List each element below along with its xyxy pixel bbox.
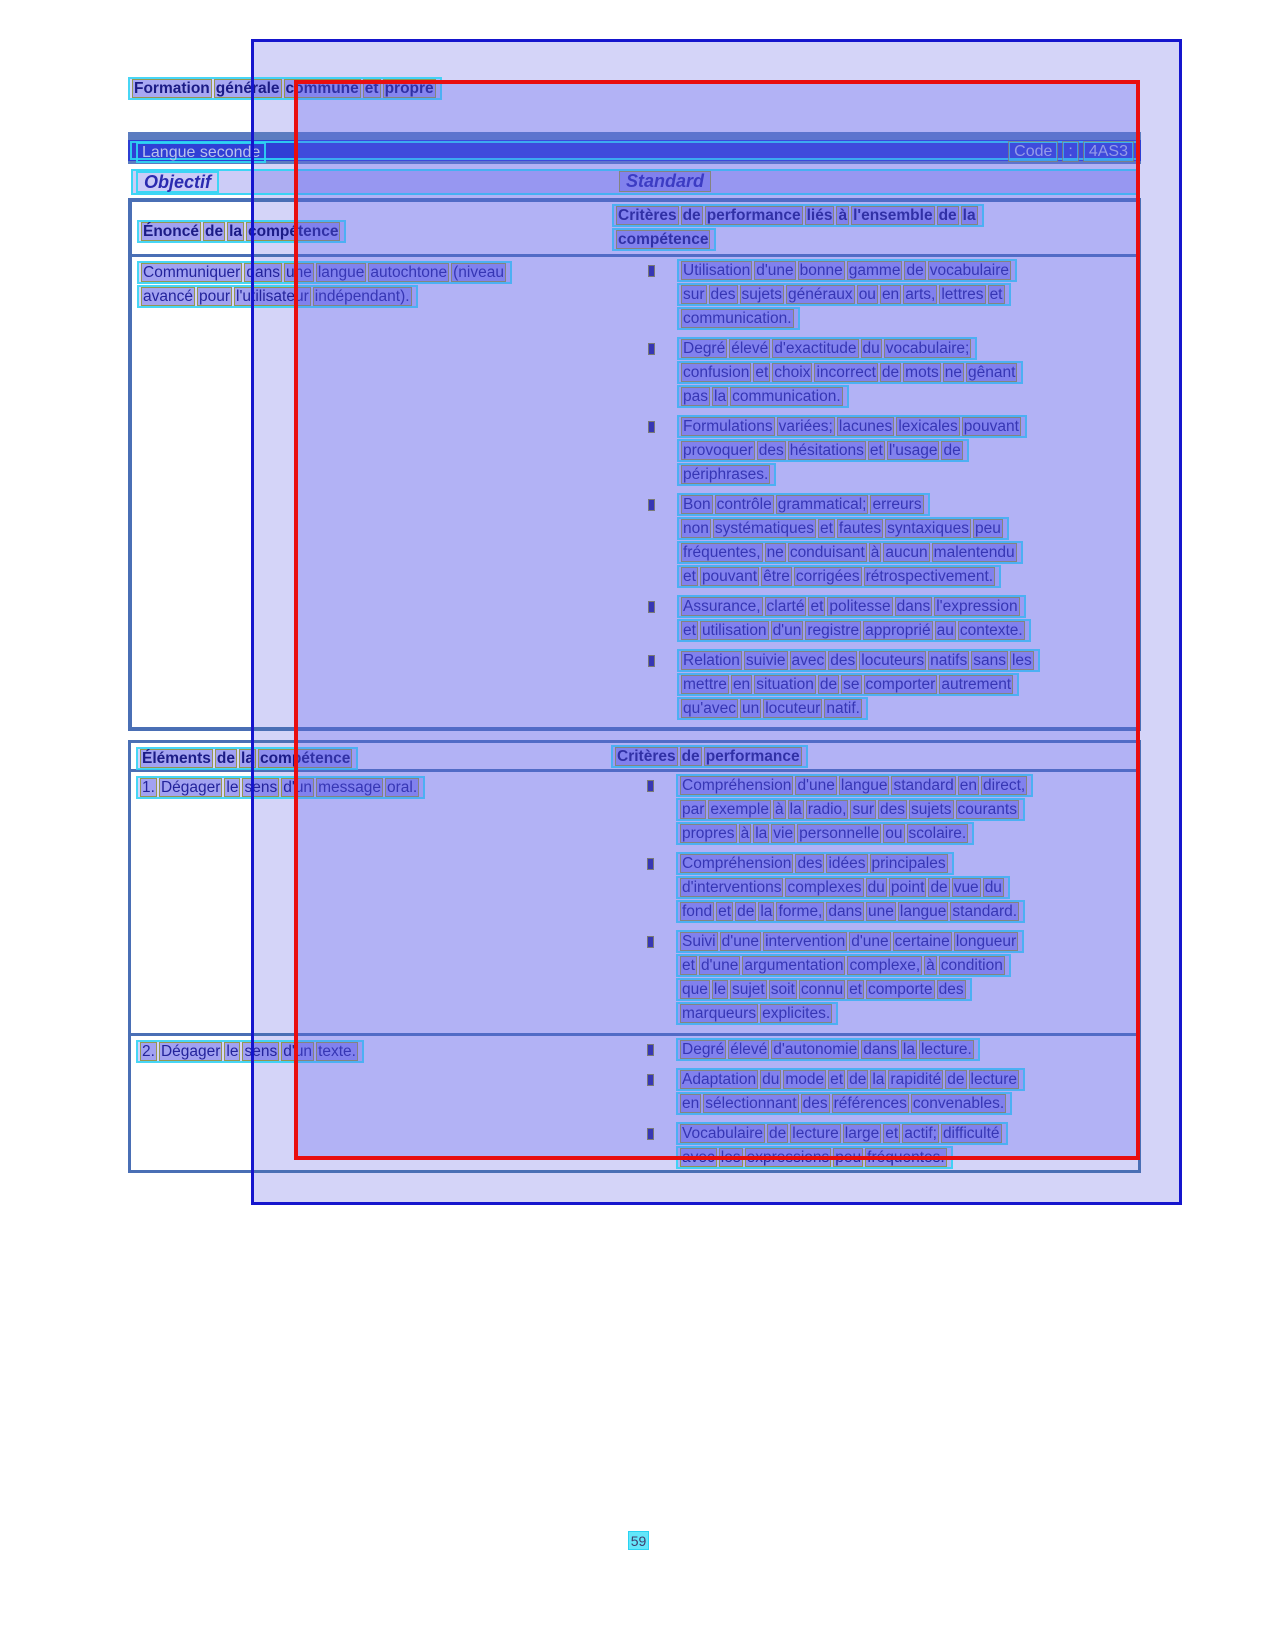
word-highlight: standard. <box>952 903 1018 920</box>
word-highlight: personnelle <box>799 825 880 842</box>
word-highlight: commune <box>285 80 359 97</box>
word-highlight: de <box>769 1125 787 1142</box>
word-highlight: d'une <box>756 262 794 279</box>
word-highlight: la <box>241 750 254 767</box>
word-highlight: actif; <box>904 1125 937 1142</box>
word-highlight: du <box>867 879 885 896</box>
word-highlight: l'ensemble <box>853 207 933 224</box>
word-highlight: Utilisation <box>683 262 751 279</box>
word-highlight: sens <box>244 779 278 796</box>
word-highlight: par <box>682 801 705 818</box>
word-highlight: peu <box>974 520 1001 537</box>
word-highlight: avec <box>682 1149 715 1166</box>
word-highlight: la <box>872 1071 885 1088</box>
word-highlight: langue <box>317 264 365 281</box>
word-highlight: des <box>830 652 856 669</box>
word-highlight: ne <box>766 544 784 561</box>
word-highlight: des <box>880 801 906 818</box>
word-highlight: hésitations <box>789 442 864 459</box>
word-highlight: et <box>683 622 696 639</box>
word-highlight: de <box>881 364 900 381</box>
word-highlight: ou <box>885 825 903 842</box>
word-highlight: lecture <box>970 1071 1018 1088</box>
word-highlight: locuteur <box>765 700 821 717</box>
word-highlight: lettres <box>941 286 984 303</box>
word-highlight: Degré <box>683 340 726 357</box>
word-highlight: certaine <box>894 933 950 950</box>
word-highlight: l'utilisateur <box>236 288 309 305</box>
word-highlight: aucun <box>885 544 928 561</box>
word-highlight: et <box>682 957 695 974</box>
page-region-border <box>251 39 1182 1205</box>
word-highlight: compétence <box>248 223 339 240</box>
page-number: 59 <box>628 1531 649 1550</box>
word-highlight: du <box>762 1071 780 1088</box>
word-highlight: vie <box>773 825 794 842</box>
word-highlight: contexte. <box>959 622 1023 639</box>
word-highlight: propres <box>682 825 735 842</box>
word-highlight: et <box>810 598 824 615</box>
word-highlight: peu <box>835 1149 862 1166</box>
word-highlight: Communiquer <box>143 264 241 281</box>
word-highlight: direct, <box>983 777 1026 794</box>
word-highlight: Compréhension <box>682 777 792 794</box>
word-highlight: Assurance, <box>683 598 761 615</box>
word-highlight: 2. <box>142 1043 155 1060</box>
word-highlight: pouvant <box>963 418 1019 435</box>
word-highlight: condition <box>940 957 1003 974</box>
word-highlight: à <box>870 544 880 561</box>
word-highlight: d'une <box>721 933 760 950</box>
word-highlight: dans <box>828 903 862 920</box>
word-highlight: avec <box>791 652 825 669</box>
word-highlight: de <box>216 750 236 767</box>
word-highlight: connu <box>800 981 844 998</box>
word-highlight: d'autonomie <box>773 1041 858 1058</box>
word-highlight: de <box>938 207 957 224</box>
word-highlight: la <box>789 801 802 818</box>
word-highlight: en <box>732 676 751 693</box>
word-highlight: intervention <box>765 933 846 950</box>
word-highlight: périphrases. <box>683 466 769 483</box>
word-highlight: Formation <box>134 80 210 97</box>
word-highlight: en <box>959 777 978 794</box>
word-highlight: syntaxiques <box>887 520 969 537</box>
word-highlight: que <box>682 981 708 998</box>
word-highlight: vue <box>953 879 979 896</box>
word-highlight: des <box>797 855 823 872</box>
word-highlight: confusion <box>683 364 750 381</box>
word-highlight: longueur <box>955 933 1017 950</box>
word-highlight: propre <box>384 80 434 97</box>
word-highlight: autochtone <box>370 264 448 281</box>
word-highlight: lexicales <box>898 418 958 435</box>
word-highlight: des <box>758 442 784 459</box>
word-highlight: lecture <box>792 1125 839 1142</box>
word-highlight: langue <box>840 777 888 794</box>
subject-label: Langue seconde <box>136 142 266 163</box>
word-highlight: Formulations <box>683 418 773 435</box>
word-highlight: de <box>906 262 924 279</box>
word-highlight: au <box>936 622 954 639</box>
word-highlight: la <box>962 207 976 224</box>
word-highlight: courants <box>957 801 1017 818</box>
code-separator: : <box>1063 142 1077 161</box>
word-highlight: indépendant). <box>314 288 410 305</box>
word-highlight: Énoncé <box>143 223 199 240</box>
word-highlight: de <box>947 1071 965 1088</box>
word-highlight: à <box>775 801 784 818</box>
word-highlight: mode <box>785 1071 825 1088</box>
word-highlight: Relation <box>683 652 740 669</box>
word-highlight: d'exactitude <box>774 340 857 357</box>
word-highlight: point <box>890 879 925 896</box>
word-highlight: être <box>763 568 790 585</box>
word-highlight: et <box>989 286 1003 303</box>
word-highlight: Adaptation <box>682 1071 757 1088</box>
word-highlight: des <box>710 286 736 303</box>
word-highlight: erreurs <box>872 496 922 513</box>
word-highlight: et <box>869 442 883 459</box>
word-highlight: convenables. <box>912 1095 1005 1112</box>
word-highlight: généraux <box>788 286 853 303</box>
word-highlight: natifs <box>930 652 968 669</box>
word-highlight: pas <box>683 388 708 405</box>
word-highlight: non <box>683 520 709 537</box>
word-highlight: Degré <box>682 1041 725 1058</box>
word-highlight: des <box>802 1095 828 1112</box>
word-highlight: de <box>943 442 961 459</box>
word-highlight: dans <box>246 264 280 281</box>
word-highlight: natif. <box>826 700 860 717</box>
word-highlight: explicites. <box>762 1005 831 1022</box>
word-highlight: un <box>741 700 760 717</box>
word-highlight: compétence <box>259 750 351 767</box>
word-highlight: gamme <box>848 262 901 279</box>
word-highlight: bonne <box>799 262 843 279</box>
word-highlight: et <box>819 520 833 537</box>
word-highlight: de <box>204 223 224 240</box>
word-highlight: sans <box>973 652 1006 669</box>
word-highlight: d'une <box>700 957 739 974</box>
word-highlight: dans <box>896 598 931 615</box>
word-highlight: sujets <box>741 286 783 303</box>
word-highlight: sur <box>683 286 705 303</box>
word-highlight: mots <box>905 364 939 381</box>
word-highlight: texte. <box>318 1043 356 1060</box>
word-highlight: de <box>737 903 755 920</box>
word-highlight: de <box>681 748 700 765</box>
word-highlight: soit <box>770 981 795 998</box>
word-highlight: vocabulaire <box>929 262 1009 279</box>
word-highlight: la <box>760 903 773 920</box>
word-highlight: performance <box>705 748 800 765</box>
word-highlight: provoquer <box>683 442 753 459</box>
word-highlight: Suivi <box>682 933 716 950</box>
word-highlight: Vocabulaire <box>682 1125 764 1142</box>
word-highlight: communication. <box>683 310 792 327</box>
word-highlight: d'une <box>851 933 889 950</box>
word-highlight: à <box>740 825 750 842</box>
word-highlight: argumentation <box>744 957 844 974</box>
word-highlight: d'un <box>772 622 802 639</box>
word-highlight: fréquentes. <box>867 1149 945 1166</box>
word-highlight: corrigées <box>795 568 860 585</box>
word-highlight: rapidité <box>890 1071 942 1088</box>
word-highlight: élevé <box>730 1041 768 1058</box>
word-highlight: ne <box>944 364 963 381</box>
word-highlight: comporter <box>865 676 936 693</box>
word-highlight: et <box>849 981 862 998</box>
word-highlight: des <box>938 981 964 998</box>
word-highlight: une <box>868 903 894 920</box>
word-highlight: fautes <box>838 520 882 537</box>
word-highlight: (niveau <box>453 264 504 281</box>
word-highlight: choix <box>774 364 811 381</box>
word-highlight: la <box>902 1041 915 1058</box>
word-highlight: complexes <box>787 879 862 896</box>
word-highlight: dans <box>863 1041 897 1058</box>
word-highlight: lacunes <box>838 418 893 435</box>
word-highlight: sujets <box>911 801 952 818</box>
word-highlight: fond <box>682 903 713 920</box>
word-highlight: ou <box>858 286 876 303</box>
word-highlight: oral. <box>386 779 418 796</box>
word-highlight: et <box>755 364 769 381</box>
word-highlight: à <box>838 207 848 224</box>
word-highlight: le <box>226 779 239 796</box>
word-highlight: Dégager <box>160 779 221 796</box>
word-highlight: du <box>984 879 1002 896</box>
word-highlight: 1. <box>142 779 155 796</box>
word-highlight: sens <box>244 1043 278 1060</box>
word-highlight: les <box>720 1149 741 1166</box>
word-highlight: Dégager <box>160 1043 221 1060</box>
word-highlight: l'usage <box>888 442 938 459</box>
word-highlight: expressions <box>746 1149 830 1166</box>
word-highlight: la <box>229 223 243 240</box>
word-highlight: et <box>830 1071 844 1088</box>
word-highlight: une <box>285 264 312 281</box>
word-highlight: suivie <box>745 652 786 669</box>
word-highlight: qu'avec <box>683 700 736 717</box>
word-highlight: comporte <box>868 981 933 998</box>
word-highlight: conduisant <box>789 544 865 561</box>
word-highlight: de <box>849 1071 867 1088</box>
word-highlight: du <box>862 340 880 357</box>
word-highlight: et <box>885 1125 899 1142</box>
word-highlight: vocabulaire; <box>885 340 970 357</box>
word-highlight: la <box>714 388 727 405</box>
word-highlight: d'interventions <box>682 879 782 896</box>
word-highlight: contrôle <box>716 496 772 513</box>
word-highlight: locuteurs <box>861 652 925 669</box>
word-highlight: le <box>713 981 726 998</box>
word-highlight: difficulté <box>942 1125 1000 1142</box>
word-highlight: le <box>226 1043 239 1060</box>
word-highlight: malentendu <box>933 544 1015 561</box>
word-highlight: d'un <box>283 779 313 796</box>
word-highlight: approprié <box>865 622 931 639</box>
word-highlight: sélectionnant <box>705 1095 797 1112</box>
word-highlight: large <box>844 1125 880 1142</box>
word-highlight: communication. <box>732 388 841 405</box>
word-highlight: les <box>1011 652 1032 669</box>
word-highlight: variées; <box>778 418 833 435</box>
word-highlight: systématiques <box>714 520 814 537</box>
word-highlight: clarté <box>766 598 805 615</box>
word-highlight: l'expression <box>936 598 1018 615</box>
word-highlight: pour <box>198 288 231 305</box>
word-highlight: mettre <box>683 676 727 693</box>
word-highlight: situation <box>756 676 814 693</box>
word-highlight: d'un <box>283 1043 313 1060</box>
word-highlight: marqueurs <box>682 1005 757 1022</box>
word-highlight: générale <box>215 80 280 97</box>
word-highlight: élevé <box>731 340 769 357</box>
objectif-label: Objectif <box>136 171 219 193</box>
word-highlight: sujet <box>731 981 765 998</box>
word-highlight: et <box>718 903 732 920</box>
word-highlight: principales <box>871 855 946 872</box>
word-highlight: sur <box>852 801 875 818</box>
word-highlight: avancé <box>143 288 193 305</box>
word-highlight: complexe, <box>849 957 921 974</box>
word-highlight: à <box>926 957 935 974</box>
word-highlight: radio, <box>807 801 847 818</box>
code-label: Code <box>1009 142 1057 161</box>
word-highlight: et <box>364 80 379 97</box>
word-highlight: fréquentes, <box>683 544 761 561</box>
word-highlight: lecture. <box>920 1041 972 1058</box>
word-highlight: d'une <box>797 777 835 794</box>
word-highlight: de <box>930 879 948 896</box>
word-highlight: de <box>682 207 701 224</box>
word-highlight: liés <box>806 207 833 224</box>
standard-label: Standard <box>619 171 711 192</box>
word-highlight: se <box>843 676 860 693</box>
word-highlight: Critères <box>617 748 676 765</box>
word-highlight: scolaire. <box>908 825 967 842</box>
code-value: 4AS3 <box>1084 142 1133 161</box>
word-highlight: rétrospectivement. <box>865 568 994 585</box>
word-highlight: Bon <box>683 496 711 513</box>
word-highlight: pouvant <box>701 568 758 585</box>
word-highlight: standard <box>893 777 954 794</box>
word-highlight: idées <box>828 855 866 872</box>
word-highlight: performance <box>706 207 801 224</box>
word-highlight: et <box>683 568 696 585</box>
word-highlight: arts, <box>905 286 936 303</box>
word-highlight: forme, <box>778 903 823 920</box>
word-highlight: grammatical; <box>777 496 867 513</box>
word-highlight: Éléments <box>142 750 211 767</box>
word-highlight: Compréhension <box>682 855 792 872</box>
word-highlight: en <box>881 286 900 303</box>
word-highlight: compétence <box>618 231 709 248</box>
word-highlight: gênant <box>968 364 1016 381</box>
word-highlight: en <box>682 1095 700 1112</box>
word-highlight: message <box>318 779 381 796</box>
word-highlight: références <box>833 1095 907 1112</box>
word-highlight: Critères <box>618 207 677 224</box>
word-highlight: la <box>755 825 768 842</box>
word-highlight: politesse <box>829 598 891 615</box>
word-highlight: de <box>819 676 838 693</box>
word-highlight: langue <box>899 903 947 920</box>
word-highlight: exemple <box>710 801 769 818</box>
word-highlight: autrement <box>941 676 1012 693</box>
word-highlight: registre <box>807 622 860 639</box>
word-highlight: incorrect <box>816 364 876 381</box>
word-highlight: utilisation <box>701 622 767 639</box>
